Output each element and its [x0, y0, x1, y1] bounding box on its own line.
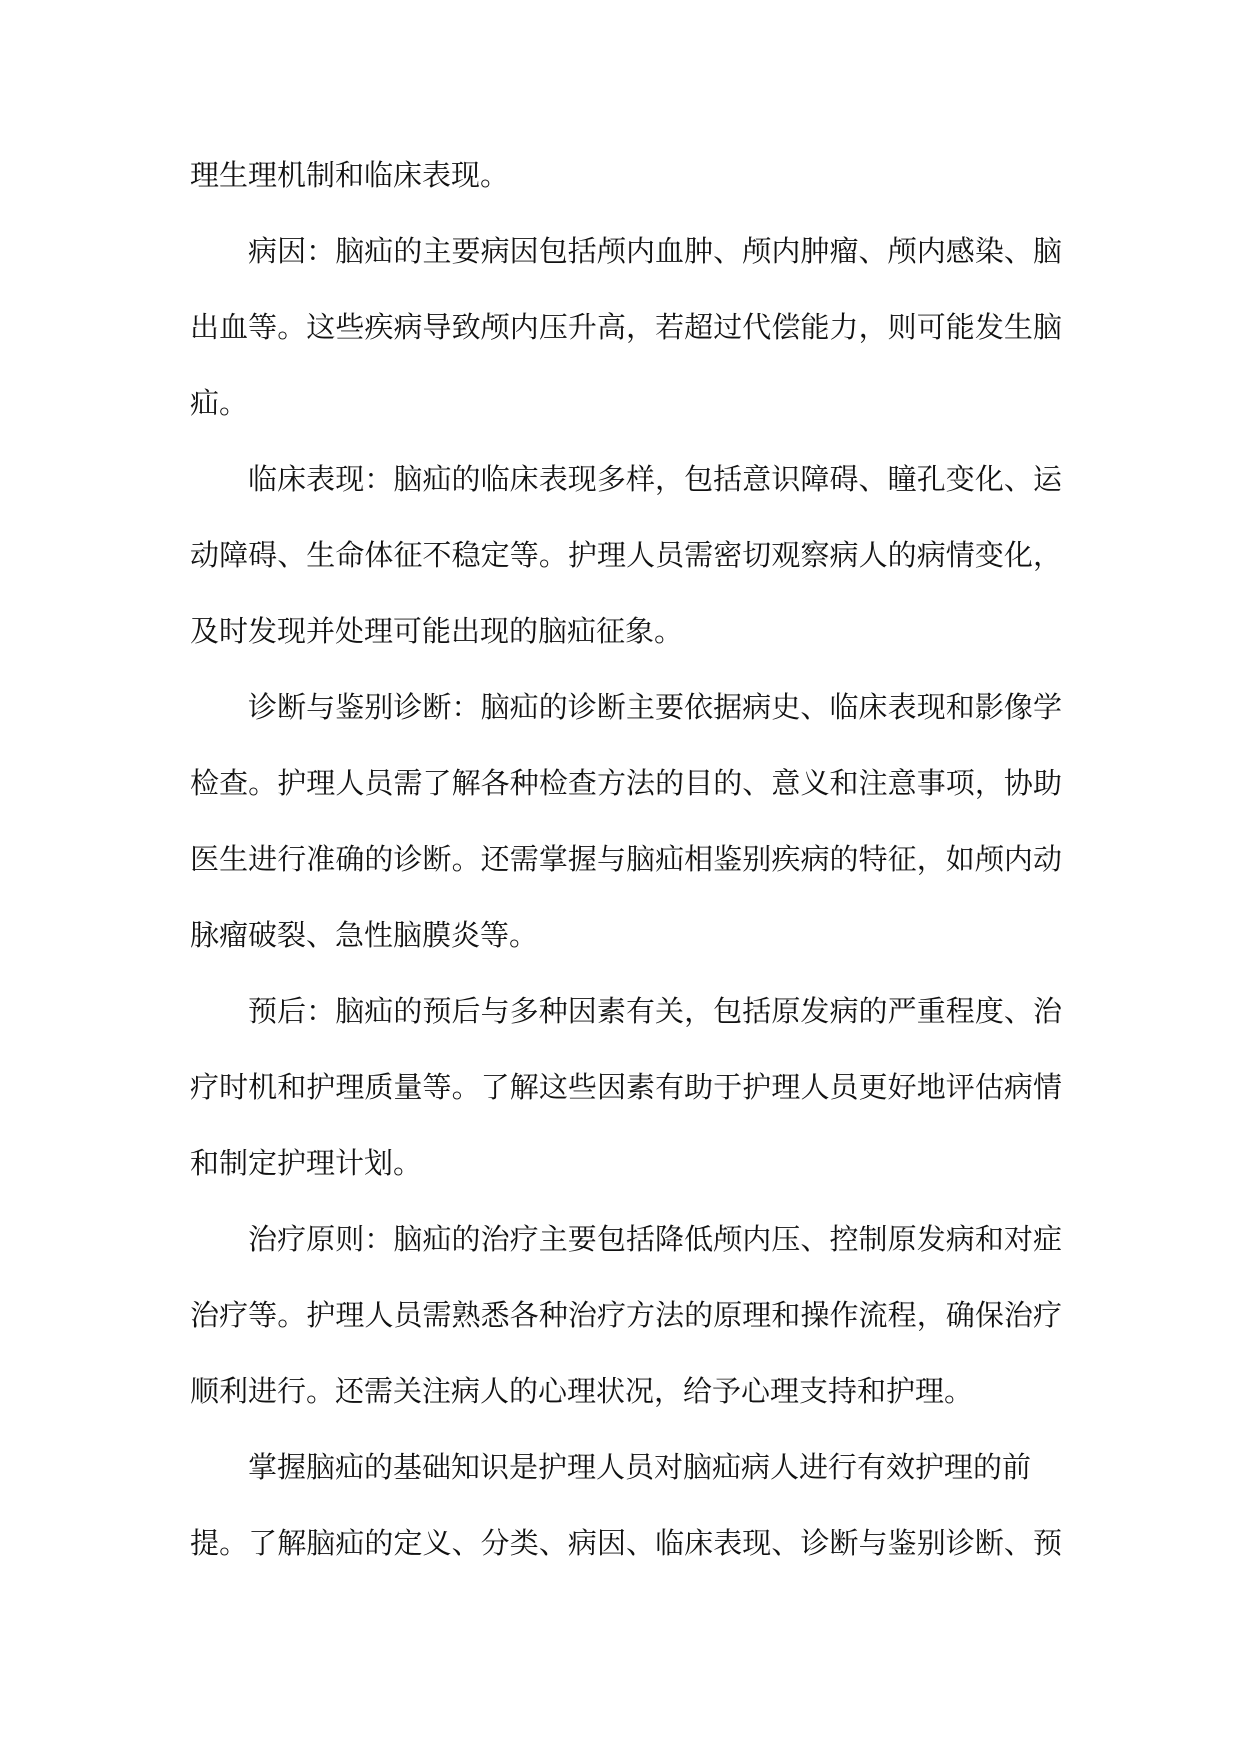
paragraph	[190, 1429, 1062, 1581]
paragraph	[190, 137, 1062, 213]
text-line: 治疗原则：脑疝的治疗主要包括降低颅内压、控制原发病和对症	[248, 1222, 1062, 1256]
text-line: 疝。	[190, 386, 249, 420]
body-text	[190, 137, 1062, 1581]
paragraph	[190, 973, 1062, 1201]
text-line: 脉瘤破裂、急性脑膜炎等。	[190, 918, 539, 952]
text-line: 出血等。这些疾病导致颅内压升高，若超过代偿能力，则可能发生脑	[190, 310, 1062, 344]
text-line: 动障碍、生命体征不稳定等。护理人员需密切观察病人的病情变化，	[190, 538, 1062, 572]
paragraph	[190, 441, 1062, 669]
paragraph	[190, 213, 1062, 441]
paragraph	[190, 669, 1062, 973]
text-line: 治疗等。护理人员需熟悉各种治疗方法的原理和操作流程，确保治疗	[190, 1298, 1062, 1332]
text-line: 诊断与鉴别诊断：脑疝的诊断主要依据病史、临床表现和影像学	[248, 690, 1062, 724]
text-line: 检查。护理人员需了解各种检查方法的目的、意义和注意事项，协助	[190, 766, 1062, 800]
text-line: 理生理机制和临床表现。	[190, 158, 510, 192]
text-line: 病因：脑疝的主要病因包括颅内血肿、颅内肿瘤、颅内感染、脑	[248, 234, 1062, 268]
text-line: 预后：脑疝的预后与多种因素有关，包括原发病的严重程度、治	[248, 994, 1062, 1028]
text-line: 和制定护理计划。	[190, 1146, 423, 1180]
text-line: 疗时机和护理质量等。了解这些因素有助于护理人员更好地评估病情	[190, 1070, 1062, 1104]
text-line: 医生进行准确的诊断。还需掌握与脑疝相鉴别疾病的特征，如颅内动	[190, 842, 1062, 876]
text-line: 顺利进行。还需关注病人的心理状况，给予心理支持和护理。	[190, 1374, 974, 1408]
paragraph	[190, 1201, 1062, 1429]
text-line: 提。了解脑疝的定义、分类、病因、临床表现、诊断与鉴别诊断、预	[190, 1526, 1062, 1560]
text-line: 及时发现并处理可能出现的脑疝征象。	[190, 614, 684, 648]
text-line: 掌握脑疝的基础知识是护理人员对脑疝病人进行有效护理的前	[248, 1450, 1032, 1484]
text-line: 临床表现：脑疝的临床表现多样，包括意识障碍、瞳孔变化、运	[248, 462, 1062, 496]
